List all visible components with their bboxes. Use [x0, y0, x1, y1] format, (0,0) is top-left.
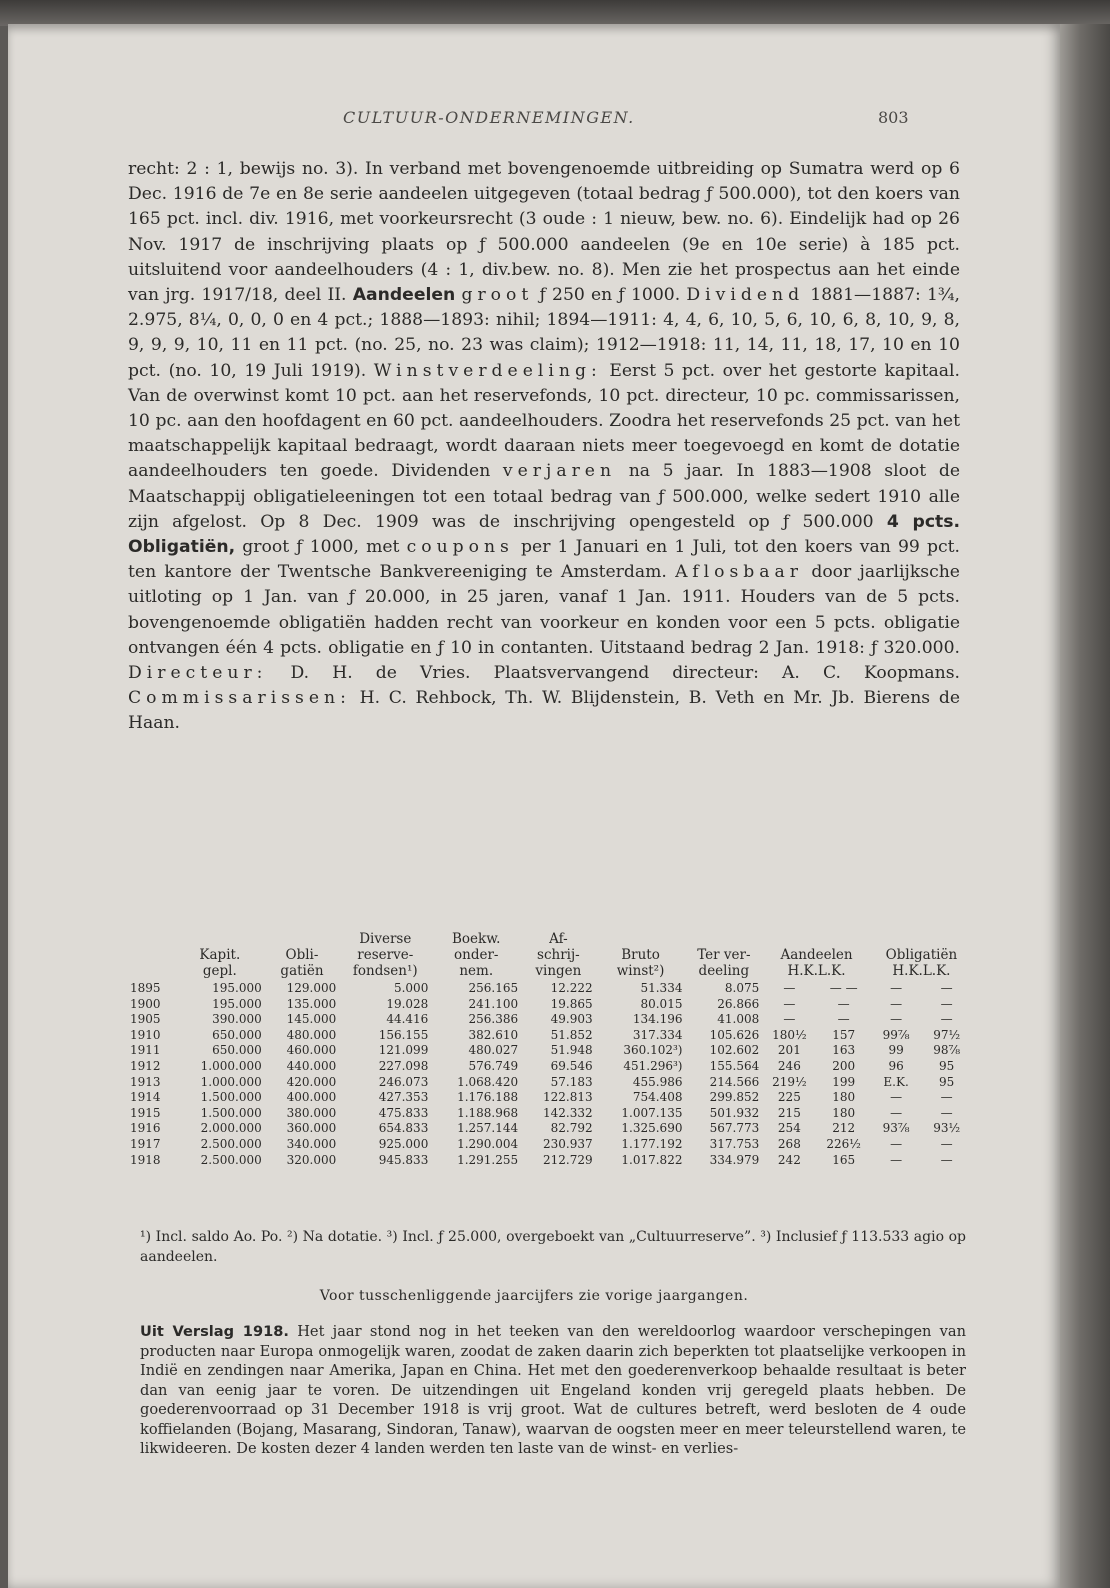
table-cell: E.K. [883, 1074, 909, 1089]
table-cell: 180 [832, 1105, 856, 1120]
table-cell: 215 [777, 1105, 801, 1120]
table-cell: 1911 [130, 1043, 161, 1058]
table-cell: — [783, 1012, 796, 1027]
col-winst: winst²) [616, 963, 665, 979]
table-cell: 95 [939, 1074, 955, 1089]
table-cell: 102.602 [709, 1043, 760, 1058]
report-text: Het jaar stond nog in het teeken van den wereldoorlog waardoor verschepingen van producten naar Europa onmogelijk waren, zoodat de zaken daarin zich beperkten tot plaatselijke verkoopen in Indië en zendingen naar Amerika, Japan en China. Het met den goederenverkoop behaalde resultaat is beter dan van eenig jaar te voren. De uitzendingen uit Engeland konden vrij geregeld plaats hebben. De goederenvoorraad op 31 December 1918 is vrij groot. Wat de cultures betreft, werd besloten de 4 oude koffielanden (Bojang, Masarang, Sindoran, Tanaw), waarvan de oogsten meer en meer teleurstellend waren, te likwideeren. De kosten dezer 4 landen werden ten laste van de winst- en verlies- [140, 1323, 966, 1457]
table-cell: 475.833 [378, 1105, 429, 1120]
table-cell: 8.075 [724, 981, 760, 995]
report-title: Uit Verslag 1918. [140, 1323, 289, 1340]
description-paragraph: recht: 2 : 1, bewijs no. 3). In verband met bovengenoemde uitbreiding op Sumatra werd op 6 Dec. 1916 de 7e en 8e serie aandeelen uitgegeven (totaal bedrag ƒ 500.000), tot den koers van 165 pct. incl. div. 1916, met voorkeursrecht (3 oude : 1 nieuw, bew. no. 6). Eindelijk had op 26 Nov. 1917 de inschrijving plaats op ƒ 500.000 aandeelen (9e en 10e serie) à 185 pct. uitsluitend voor aandeelhouders (4 : 1, div.bew. no. 8). Men zie het prospectus aan het einde van jrg. 1917/18, deel II. Aandeelen groot ƒ 250 en ƒ 1000. Dividend 1881—1887: 1¾, 2.975, 8¼, 0, 0, 0 en 4 pct.; 1888—1893: nihil; 1894—1911: 4, 4, 6, 10, 5, 6, 10, 6, 8, 10, 9, 8, 9, 9, 9, 10, 11 en 11 pct. (no. 25, no. 23 was claim); 1912—1918: 11, 14, 11, 18, 17, 10 en 10 pct. (no. 10, 19 Juli 1919). Winstverdeeling: Eerst 5 pct. over het gestorte kapitaal. Van de overwinst komt 10 pct. aan het reservefonds, 10 pct. directeur, 10 pc. commissarissen, 10 pc. aan den hoofdagent en 60 pct. aandeelhouders. Zoodra het reservefonds 25 pct. van het maatschappelijk kapitaal bedraagt, wordt daaraan niets meer toegevoegd en komt de dotatie aandeelhouders ten goede. Dividenden verjaren na 5 jaar. In 1883—1908 sloot de Maatschappij obligatieleeningen tot een totaal bedrag van ƒ 500.000, welke sedert 1910 alle zijn afgelost. Op 8 Dec. 1909 was de inschrijving opengesteld op ƒ 500.000 4 pcts. Obligatiën, groot ƒ 1000, met coupons per 1 Januari en 1 Juli, tot den koers van 99 pct. ten kantore der Twentsche Bankvereeniging te Amsterdam. Aflosbaar door jaarlijksche uitloting op 1 Jan. van ƒ 20.000, in 25 jaren, vanaf 1 Jan. 1911. Houders van de 5 pcts. bovengenoemde obligatiën hadden recht van voorkeur en konden voor een 5 pcts. obligatie ontvangen één 4 pcts. obligatie en ƒ 10 in contanten. Uitstaand bedrag 2 Jan. 1918: ƒ 320.000. Directeur: D. H. de Vries. Plaatsvervangend directeur: A. C. Koopmans. Commissarissen: H. C. Rehbock, Th. W. Blijdenstein, B. Veth en Mr. Jb. Bierens de Haan. [128, 159, 960, 734]
table-cell: 380.000 [286, 1105, 337, 1120]
table-cell: 576.749 [468, 1058, 519, 1073]
dividend-label: Dividend [686, 285, 805, 306]
table-footnotes: ¹) Incl. saldo Ao. Po. ²) Na dotatie. ³) Incl. ƒ 25.000, overgeboekt van „Cultuurreserve”. ³) Inclusief ƒ 113.533 agio op aandeelen. [140, 1229, 966, 1265]
report-paragraph [140, 1322, 966, 1459]
aflosbaar-label: Aflosbaar [675, 562, 804, 583]
table-cell: 180½ [772, 1027, 807, 1042]
table-cell: 96 [888, 1058, 904, 1073]
table-cell: 165 [832, 1152, 856, 1167]
table-cell: 1.500.000 [200, 1090, 262, 1105]
table-cell: 219½ [772, 1074, 807, 1089]
table-cell: — [890, 996, 903, 1011]
table-cell: — [890, 981, 903, 995]
table-cell: 1.176.188 [457, 1090, 519, 1105]
col-af: Af- [549, 931, 568, 947]
table-cell: 227.098 [378, 1058, 429, 1073]
table-cell: 26.866 [717, 996, 760, 1011]
table-cell: — [890, 1090, 903, 1105]
table-cell: 480.027 [468, 1043, 519, 1058]
table-cell: — [783, 981, 796, 995]
table-cell: 1.000.000 [200, 1074, 262, 1089]
table-cell: 1.291.255 [457, 1152, 519, 1167]
table-cell: 455.986 [632, 1074, 683, 1089]
table-cell: 1913 [130, 1074, 161, 1089]
col-kapit: Kapit. [199, 947, 241, 963]
table-cell: 480.000 [286, 1027, 337, 1042]
table-row [130, 1121, 972, 1137]
table-cell: 246.073 [378, 1074, 429, 1089]
table-cell: 1914 [130, 1090, 161, 1105]
table-cell: 256.386 [468, 1012, 519, 1027]
table-cell: — [890, 1152, 903, 1167]
table-cell: — [783, 996, 796, 1011]
table-cell: 51.852 [550, 1027, 593, 1042]
table-body [130, 981, 972, 1168]
table-cell: 1.290.004 [457, 1136, 519, 1151]
winstverdeeling-label: Winstverdeeling: [373, 360, 602, 381]
table-cell: 195.000 [212, 996, 262, 1011]
table-cell: 226½ [826, 1136, 861, 1151]
table-cell: 145.000 [286, 1012, 337, 1027]
table-cell: 400.000 [286, 1090, 337, 1105]
table-cell: 460.000 [286, 1043, 337, 1058]
table-cell: — [940, 996, 953, 1011]
table-cell: 1915 [130, 1105, 161, 1120]
table-cell: 122.813 [543, 1090, 593, 1105]
table-cell: 155.564 [709, 1058, 760, 1073]
table-cell: 93⅞ [882, 1121, 910, 1136]
table-cell: 57.183 [550, 1074, 593, 1089]
table-cell: 1916 [130, 1121, 161, 1136]
table-cell: 97½ [933, 1027, 961, 1042]
aandeelen-heading: Aandeelen [352, 285, 456, 306]
table-cell: — [890, 1105, 903, 1120]
table-cell: 82.792 [550, 1121, 593, 1136]
table-cell: 2.500.000 [200, 1152, 262, 1167]
col-fondsen: fondsen¹) [352, 963, 418, 979]
table-cell: 1905 [130, 1012, 161, 1027]
table-cell: 754.408 [632, 1090, 683, 1105]
col-nem: nem. [459, 963, 494, 979]
table-cell: 334.979 [709, 1152, 760, 1167]
table-cell: 99 [888, 1043, 904, 1058]
col-obli: Obli- [285, 947, 319, 963]
col-reserve: reserve- [357, 947, 414, 963]
table-cell: 214.566 [709, 1074, 760, 1089]
table-cell: 19.865 [550, 996, 593, 1011]
table-cell: 451.296³) [623, 1058, 683, 1073]
table-cell: 51.948 [550, 1043, 593, 1058]
table-cell: 69.546 [550, 1058, 593, 1073]
table-cell: 180 [832, 1090, 856, 1105]
table-cell: 134.196 [632, 1012, 683, 1027]
table-cell: — [837, 1012, 850, 1027]
table-cell: 142.332 [543, 1105, 593, 1120]
table-cell: 95 [939, 1058, 955, 1073]
table-cell: 360.102³) [623, 1043, 683, 1058]
table-cell: 19.028 [386, 996, 429, 1011]
table-cell: 256.165 [468, 981, 519, 995]
table-cell: 212.729 [543, 1152, 593, 1167]
table-cell: 2.500.000 [200, 1136, 262, 1151]
annual-report [140, 1322, 966, 1459]
table-cell: — [890, 1012, 903, 1027]
col-diverse: Diverse [359, 931, 412, 947]
table-cell: 567.773 [709, 1121, 760, 1136]
table-cell: 317.753 [709, 1136, 760, 1151]
table-cell: 44.416 [386, 1012, 429, 1027]
col-gatien: gatiën [280, 963, 324, 979]
page-header [8, 108, 1060, 134]
table-cell: — [940, 1090, 953, 1105]
table-cell: 360.000 [286, 1121, 337, 1136]
col-boekw: Boekw. [452, 931, 501, 947]
col-terver: Ter ver- [697, 947, 751, 963]
table-cell: 121.099 [378, 1043, 429, 1058]
table-cell: 1912 [130, 1058, 161, 1073]
table-cell: 1.500.000 [200, 1105, 262, 1120]
obligatien-heading: 4 pcts. Obligatiën, [128, 511, 960, 558]
col-vingen: vingen [535, 963, 582, 979]
book-page [8, 24, 1060, 1588]
table-cell: 212 [832, 1121, 856, 1136]
table-cell: 242 [777, 1152, 801, 1167]
table-cell: 1900 [130, 996, 161, 1011]
table-row [130, 981, 972, 997]
table-cell: 650.000 [212, 1027, 262, 1042]
table-cell: 99⅞ [882, 1027, 910, 1042]
table-cell: 41.008 [717, 1012, 760, 1027]
table-cell: — [890, 1136, 903, 1151]
coupons-label: coupons [406, 537, 514, 558]
table-cell: 390.000 [212, 1012, 262, 1027]
table-cell: 51.334 [640, 981, 683, 995]
col-deeling: deeling [698, 963, 750, 979]
table-row [130, 1106, 972, 1122]
commissarissen-label: Commissarissen: [128, 688, 351, 709]
table-cell: 299.852 [709, 1090, 760, 1105]
table-cell: 49.903 [550, 1012, 593, 1027]
table-cell: 317.334 [632, 1027, 683, 1042]
table-cell: 2.000.000 [200, 1121, 262, 1136]
table-row [130, 1043, 972, 1059]
table-row [130, 1137, 972, 1153]
company-description [128, 157, 960, 737]
table-cell: — [940, 1105, 953, 1120]
table-cell: 268 [777, 1136, 801, 1151]
table-cell: 420.000 [286, 1074, 337, 1089]
col-obligatien-sub: H.K.L.K. [892, 963, 951, 979]
table-cell: 945.833 [378, 1152, 429, 1167]
table-cell: 382.610 [468, 1027, 519, 1042]
col-aandeelen: Aandeelen [780, 947, 853, 963]
table-cell: 1.177.192 [621, 1136, 683, 1151]
table-cell: 1.325.690 [621, 1121, 683, 1136]
table-row [130, 1059, 972, 1075]
table-cell: 98⅞ [933, 1043, 961, 1058]
table-cell: — [940, 1152, 953, 1167]
table-cell: 157 [832, 1027, 856, 1042]
table-cell: 320.000 [286, 1152, 337, 1167]
table-cell: 246 [777, 1058, 801, 1073]
table-cell: 241.100 [468, 996, 519, 1011]
scan-top-shadow [0, 0, 1110, 26]
col-aandeelen-sub: H.K.L.K. [787, 963, 846, 979]
table-cell: 1895 [130, 981, 161, 995]
financial-table [130, 931, 972, 1168]
table-cell: 1910 [130, 1027, 161, 1042]
table-cell: 156.155 [378, 1027, 429, 1042]
table-cell: 200 [832, 1058, 856, 1073]
table-cell: 105.626 [709, 1027, 760, 1042]
table-cell: 650.000 [212, 1043, 262, 1058]
table-cell: 1917 [130, 1136, 161, 1151]
table-cell: — [940, 981, 953, 995]
table-cell: 225 [777, 1090, 801, 1105]
book-edge [1060, 24, 1110, 1588]
table-cell: — [837, 996, 850, 1011]
table-cell: 340.000 [286, 1136, 337, 1151]
table-cell: 199 [832, 1074, 856, 1089]
table-cell: 201 [777, 1043, 801, 1058]
running-title: CULTUUR-ONDERNEMINGEN. [343, 108, 635, 127]
directeur-label: Directeur: [128, 663, 268, 684]
table-cell: 163 [832, 1043, 856, 1058]
table-row [130, 1090, 972, 1106]
col-schrij: schrij- [537, 947, 580, 963]
table-cell: — [940, 1136, 953, 1151]
table-cell: 93½ [933, 1121, 961, 1136]
table-cell: 1.188.968 [457, 1105, 519, 1120]
table-cell: 654.833 [378, 1121, 429, 1136]
col-bruto: Bruto [621, 947, 660, 963]
table-cell: 80.015 [640, 996, 683, 1011]
table-cell: 1.257.144 [457, 1121, 519, 1136]
table-row [130, 1012, 972, 1028]
table-cell: 925.000 [378, 1136, 429, 1151]
table-cell: — — [829, 981, 858, 995]
table-cell: 135.000 [286, 996, 337, 1011]
table-cell: 254 [777, 1121, 801, 1136]
table-row [130, 997, 972, 1013]
table-cell: 1.017.822 [621, 1152, 683, 1167]
table-row [130, 1153, 972, 1169]
table-cell: 195.000 [212, 981, 262, 995]
table-cell: 440.000 [286, 1058, 337, 1073]
table-cell: 1918 [130, 1152, 161, 1167]
table-cell: — [940, 1012, 953, 1027]
col-onder: onder- [454, 947, 499, 963]
groot-label: groot [461, 285, 534, 306]
table-cell: 501.932 [709, 1105, 760, 1120]
col-obligatien: Obligatiën [885, 947, 958, 963]
table-cell: 5.000 [393, 981, 429, 995]
table-row [130, 1028, 972, 1044]
table-cell: 1.068.420 [457, 1074, 519, 1089]
note-line: Voor tusschenliggende jaarcijfers zie vorige jaargangen. [319, 1288, 749, 1304]
table-cell: 427.353 [378, 1090, 429, 1105]
table-cell: 230.937 [543, 1136, 593, 1151]
page-number: 803 [878, 108, 909, 127]
table-row [130, 1075, 972, 1091]
col-gepl: gepl. [202, 963, 237, 979]
table-cell: 129.000 [286, 981, 337, 995]
table-cell: 1.007.135 [621, 1105, 683, 1120]
verjaren-label: verjaren [502, 461, 617, 482]
table-cell: 12.222 [550, 981, 593, 995]
table-cell: 1.000.000 [200, 1058, 262, 1073]
